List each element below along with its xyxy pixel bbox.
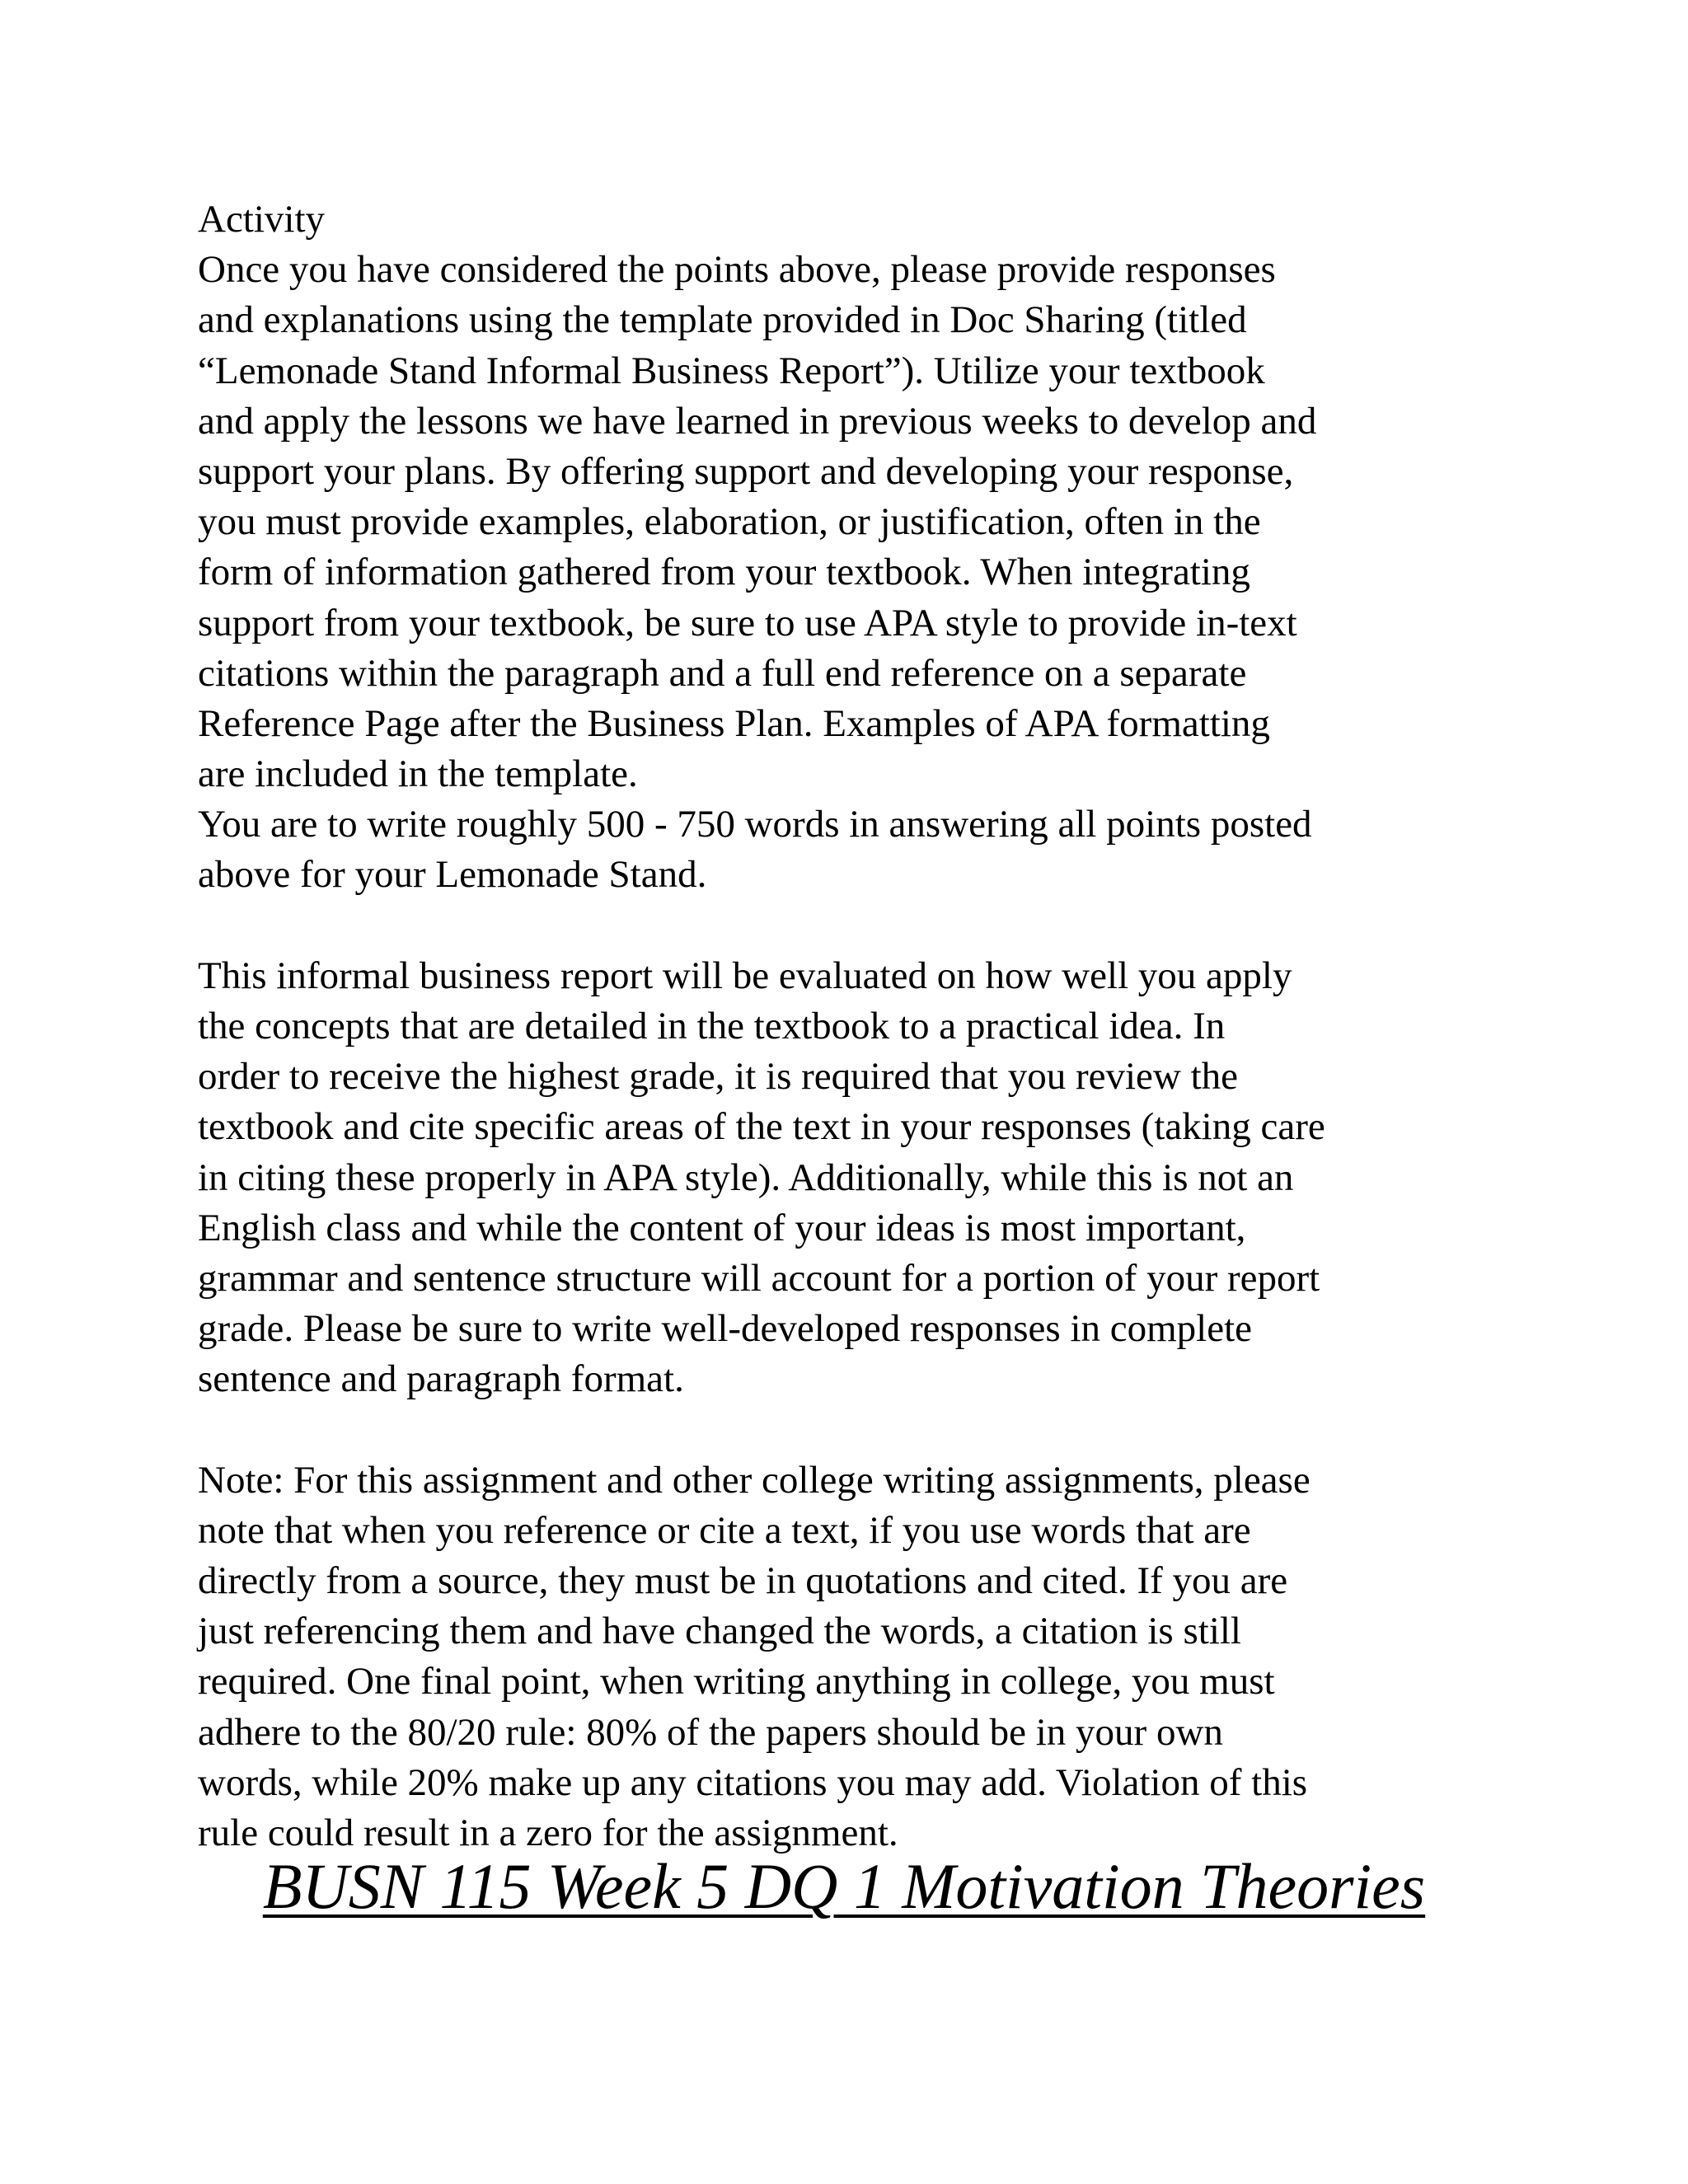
paragraph-line: support your plans. By offering support and developing your response,	[198, 449, 1294, 493]
paragraph-line: and apply the lessons we have learned in previous weeks to develop and	[198, 399, 1317, 443]
paragraph-line: just referencing them and have changed the words, a citation is still	[198, 1610, 1241, 1653]
paragraph-spacer	[198, 901, 1484, 951]
document-body	[198, 194, 1484, 1858]
paragraph-line: You are to write roughly 500 - 750 words in answering all points posted	[198, 803, 1312, 846]
paragraph-line: are included in the template.	[198, 752, 638, 796]
paragraph-line: form of information gathered from your textbook. When integrating	[198, 551, 1250, 594]
paragraph-line: above for your Lemonade Stand.	[198, 853, 707, 897]
course-title-link[interactable]: BUSN 115 Week 5 DQ 1 Motivation Theories	[262, 1850, 1426, 1922]
paragraph-line: grammar and sentence structure will account for a portion of your report	[198, 1256, 1320, 1300]
word-count-paragraph	[198, 799, 1484, 900]
paragraph-line: the concepts that are detailed in the textbook to a practical idea. In	[198, 1005, 1226, 1047]
paragraph-line: grade. Please be sure to write well-developed responses in complete	[198, 1307, 1253, 1351]
paragraph-line: support from your textbook, be sure to use APA style to provide in-text	[198, 601, 1297, 644]
paragraph-line: textbook and cite specific areas of the text in your responses (taking care	[198, 1105, 1325, 1149]
paragraph-line: in citing these properly in APA style). Additionally, while this is not an	[198, 1155, 1294, 1199]
paragraph-line: order to receive the highest grade, it is required that you review the	[198, 1055, 1239, 1099]
paragraph-line: required. One final point, when writing anything in college, you must	[198, 1660, 1275, 1704]
paragraph-line: “Lemonade Stand Informal Business Report”). Utilize your textbook	[198, 349, 1265, 392]
paragraph-line: citations within the paragraph and a full end reference on a separate	[198, 651, 1247, 695]
paragraph-line: you must provide examples, elaboration, or justification, often in the	[198, 500, 1261, 544]
paragraph-line: Once you have considered the points above, please provide responses	[198, 248, 1276, 292]
activity-heading: Activity	[198, 198, 326, 241]
paragraph-line: This informal business report will be evaluated on how well you apply	[198, 954, 1292, 997]
paragraph-line: Note: For this assignment and other college writing assignments, please	[198, 1458, 1311, 1502]
instructions-paragraph	[198, 245, 1484, 799]
evaluation-paragraph	[198, 951, 1484, 1405]
paragraph-spacer	[198, 1405, 1484, 1455]
paragraph-line: rule could result in a zero for the assignment.	[198, 1811, 898, 1854]
paragraph-line: adhere to the 80/20 rule: 80% of the papers should be in your own	[198, 1710, 1223, 1754]
paragraph-line: sentence and paragraph format.	[198, 1357, 684, 1401]
note-paragraph	[198, 1455, 1484, 1859]
paragraph-line: Reference Page after the Business Plan. Examples of APA formatting	[198, 701, 1270, 745]
paragraph-line: directly from a source, they must be in quotations and cited. If you are	[198, 1559, 1288, 1603]
paragraph-line: and explanations using the template provided in Doc Sharing (titled	[198, 298, 1247, 342]
paragraph-line: words, while 20% make up any citations you may add. Violation of this	[198, 1760, 1308, 1804]
paragraph-line: note that when you reference or cite a text, if you use words that are	[198, 1508, 1251, 1552]
paragraph-line: English class and while the content of your ideas is most important,	[198, 1206, 1246, 1249]
